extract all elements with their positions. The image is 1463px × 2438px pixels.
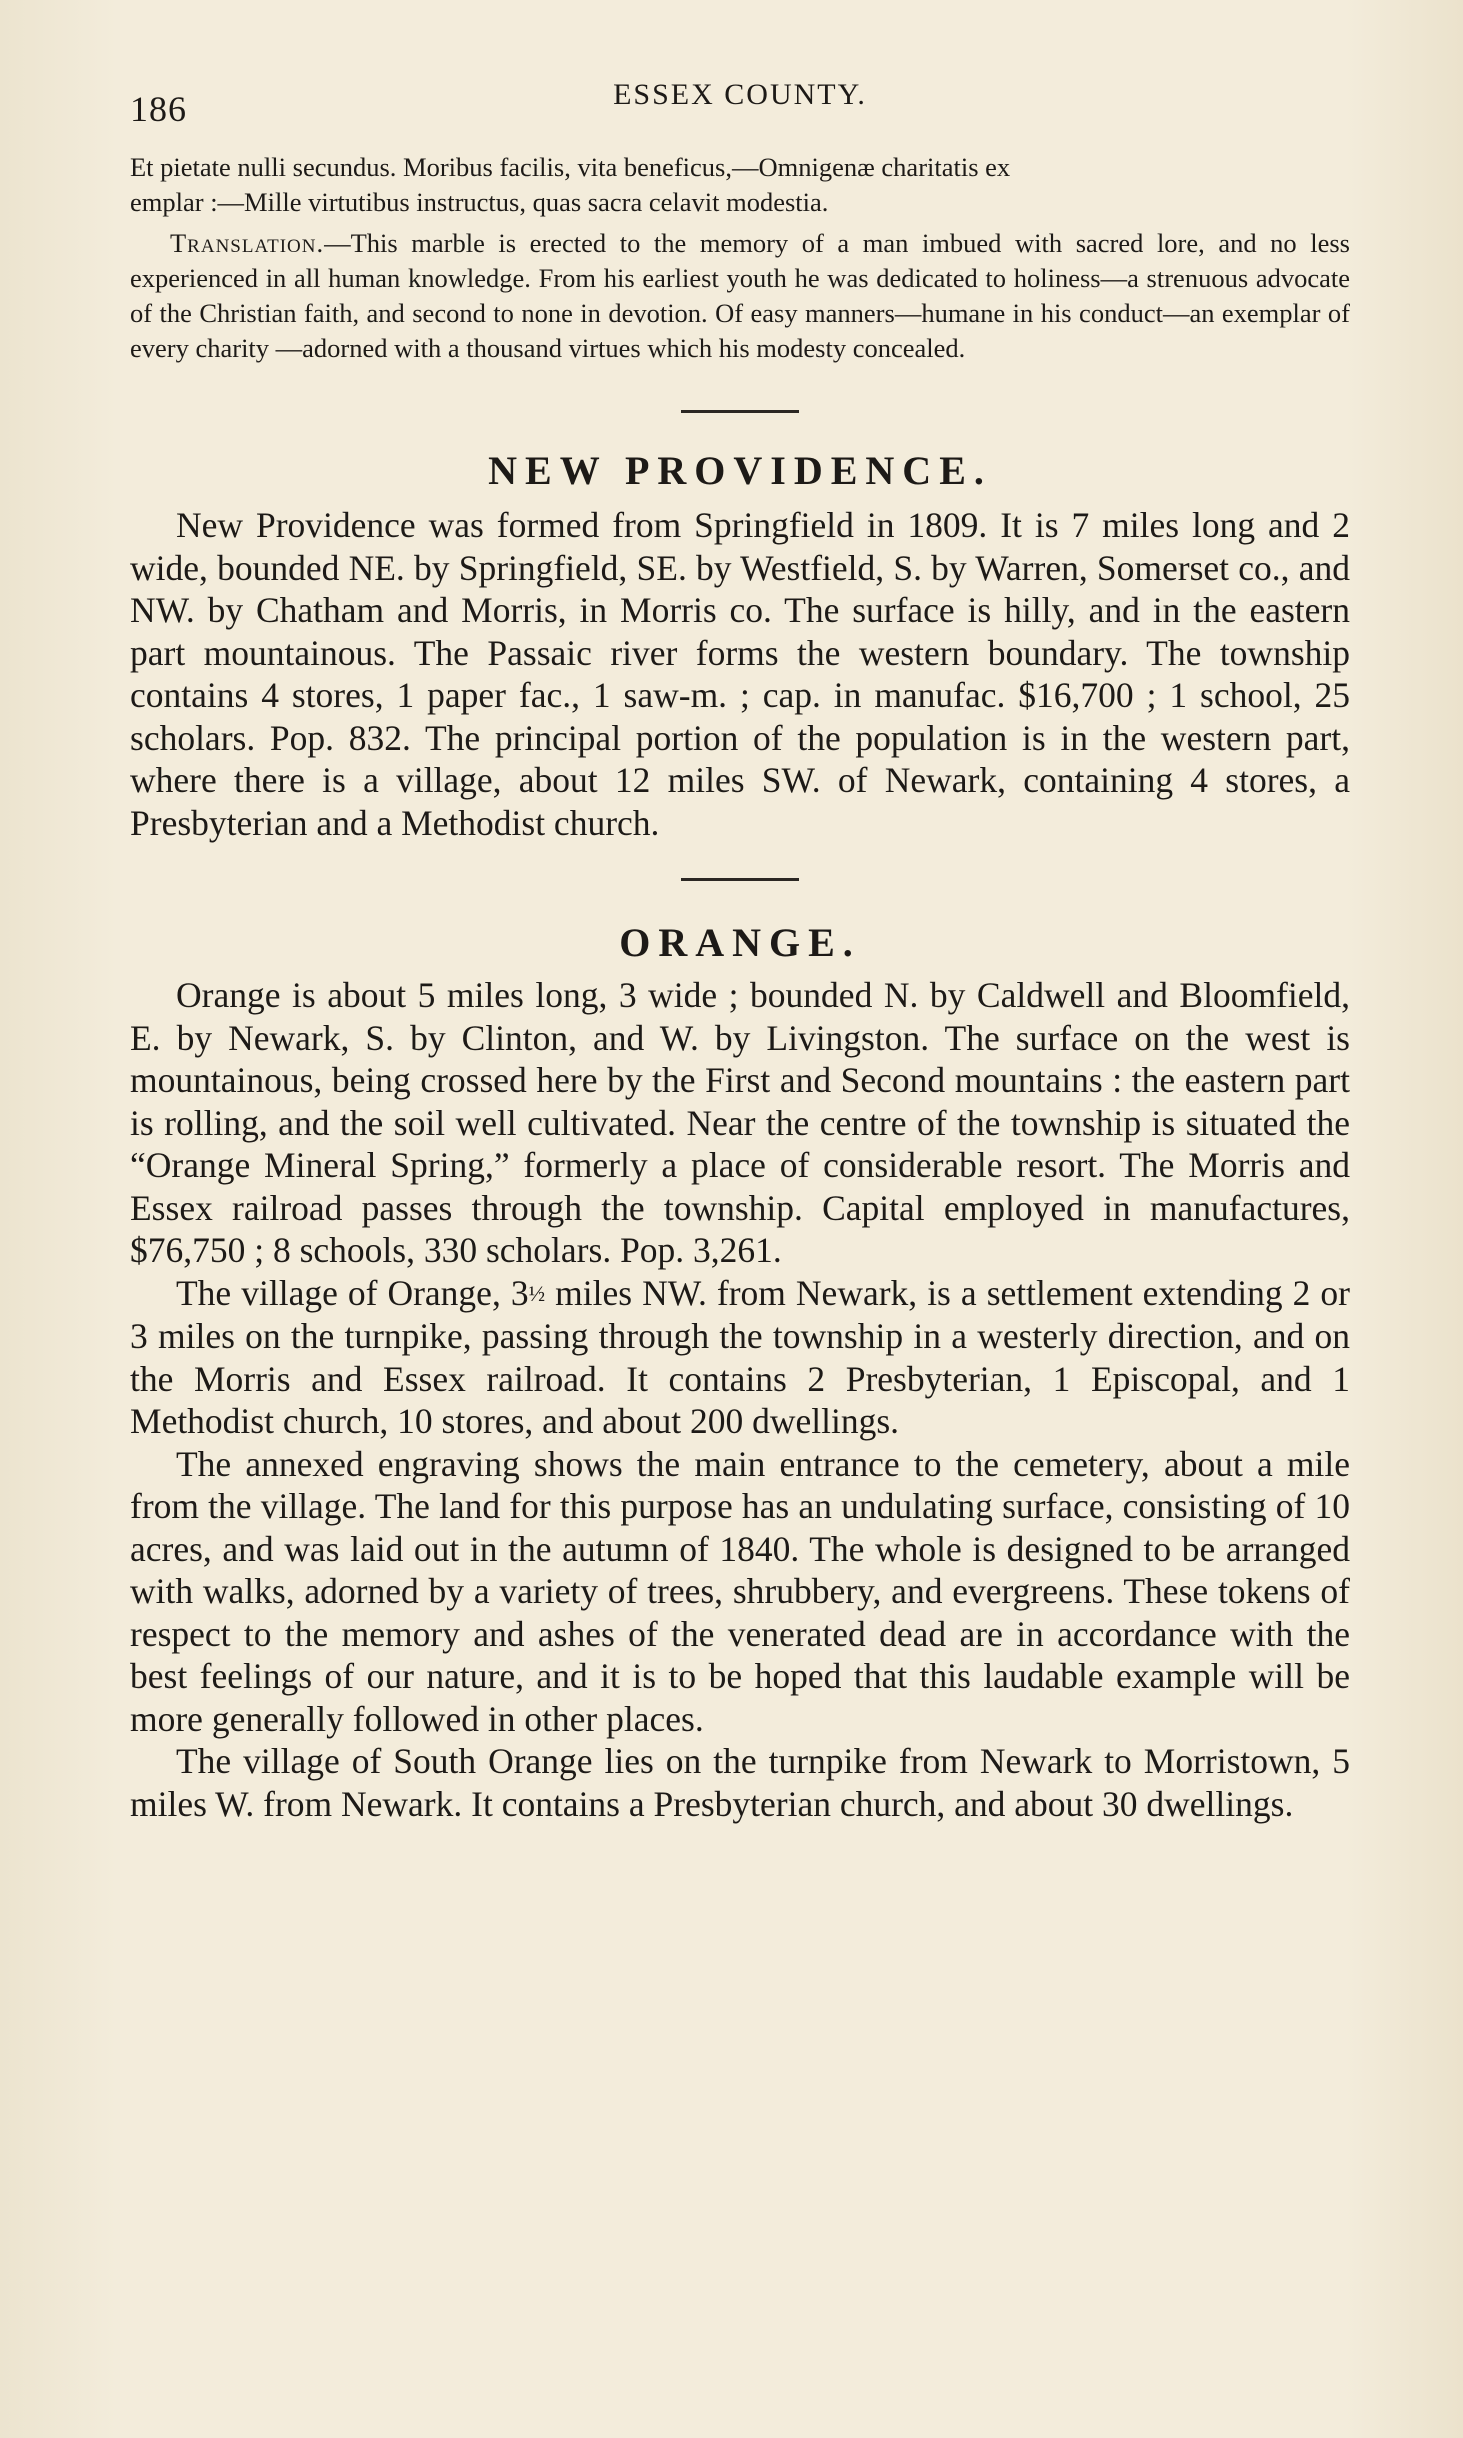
new-providence-text <box>130 504 1350 844</box>
fraction-half: ½ <box>528 1280 546 1306</box>
running-head: ESSEX COUNTY. <box>613 78 867 111</box>
translation-text: —This marble is erected to the memory of a man imbued with sacred lore, and no less experienced in all human knowledge. From his earliest youth he was dedicated to holiness—a strenuous advocate of the Christian faith, and second to none in devotion. Of easy manners—humane in his conduct—an exemplar of every charity —adorned with a thousand virtues which his modesty concealed. <box>130 228 1350 363</box>
page-header <box>130 78 1350 128</box>
orange-p2-before: The village of Orange, 3 <box>176 1272 529 1313</box>
section-title-new-providence: NEW PROVIDENCE. <box>488 448 992 493</box>
epitaph-translation <box>130 226 1350 366</box>
new-providence-paragraph: New Providence was formed from Springfield in 1809. It is 7 miles long and 2 wide, bounded NE. by Springfield, SE. by Westfield, S. by Warren, Somerset co., and NW. by Chatham and Morris, in Morris co. The surface is hilly, and in the eastern part mountainous. The Passaic river forms the western boundary. The township contains 4 stores, 1 paper fac., 1 saw-m. ; cap. in manufac. $16,700 ; 1 school, 25 scholars. Pop. 832. The principal portion of the population is in the western part, where there is a village, about 12 miles SW. of Newark, containing 4 stores, a Presbyterian and a Methodist church. <box>130 505 1350 843</box>
epitaph-block <box>130 150 1350 366</box>
orange-paragraph-4: The village of South Orange lies on the turnpike from Newark to Morristown, 5 miles W. from Newark. It contains a Presbyterian church, and about 30 dwellings. <box>130 1741 1350 1824</box>
page-number: 186 <box>130 89 187 129</box>
orange-paragraph-2 <box>130 1272 1350 1443</box>
section-title-orange: ORANGE. <box>619 920 861 965</box>
page-content <box>130 150 1350 1825</box>
orange-text <box>130 974 1350 1825</box>
epitaph-latin-line-2: emplar :—Mille virtutibus instructus, quas sacra celavit modestia. <box>130 187 829 217</box>
section-divider <box>681 410 799 413</box>
epitaph-latin-line-1: Et pietate nulli secundus. Moribus facilis, vita beneficus,—Omnigenæ charitatis ex <box>130 152 1011 182</box>
orange-paragraph-3: The annexed engraving shows the main entrance to the cemetery, about a mile from the village. The land for this purpose has an undulating surface, consisting of 10 acres, and was laid out in the autumn of 1840. The whole is designed to be arranged with walks, adorned by a variety of trees, shrubbery, and evergreens. These tokens of respect to the memory and ashes of the venerated dead are in accordance with the best feelings of our nature, and it is to be hoped that this laudable example will be more generally followed in other places. <box>130 1443 1350 1739</box>
orange-p2-after: miles NW. from Newark, is a settlement extending 2 or 3 miles on the turnpike, passing through the township in a westerly direction, and on the Morris and Essex railroad. It contains 2 Presbyterian, 1 Episcopal, and 1 Methodist church, 10 stores, and about 200 dwellings. <box>130 1272 1351 1441</box>
orange-paragraph-1: Orange is about 5 miles long, 3 wide ; bounded N. by Caldwell and Bloomfield, E. by Newark, S. by Clinton, and W. by Livingston. The surface on the west is mountainous, being crossed here by the First and Second mountains : the eastern part is rolling, and the soil well cultivated. Near the centre of the township is situated the “Orange Mineral Spring,” formerly a place of considerable resort. The Morris and Essex railroad passes through the township. Capital employed in manufactures, $76,750 ; 8 schools, 330 scholars. Pop. 3,261. <box>130 975 1350 1270</box>
translation-label: Translation. <box>170 228 325 258</box>
section-divider <box>681 878 799 881</box>
